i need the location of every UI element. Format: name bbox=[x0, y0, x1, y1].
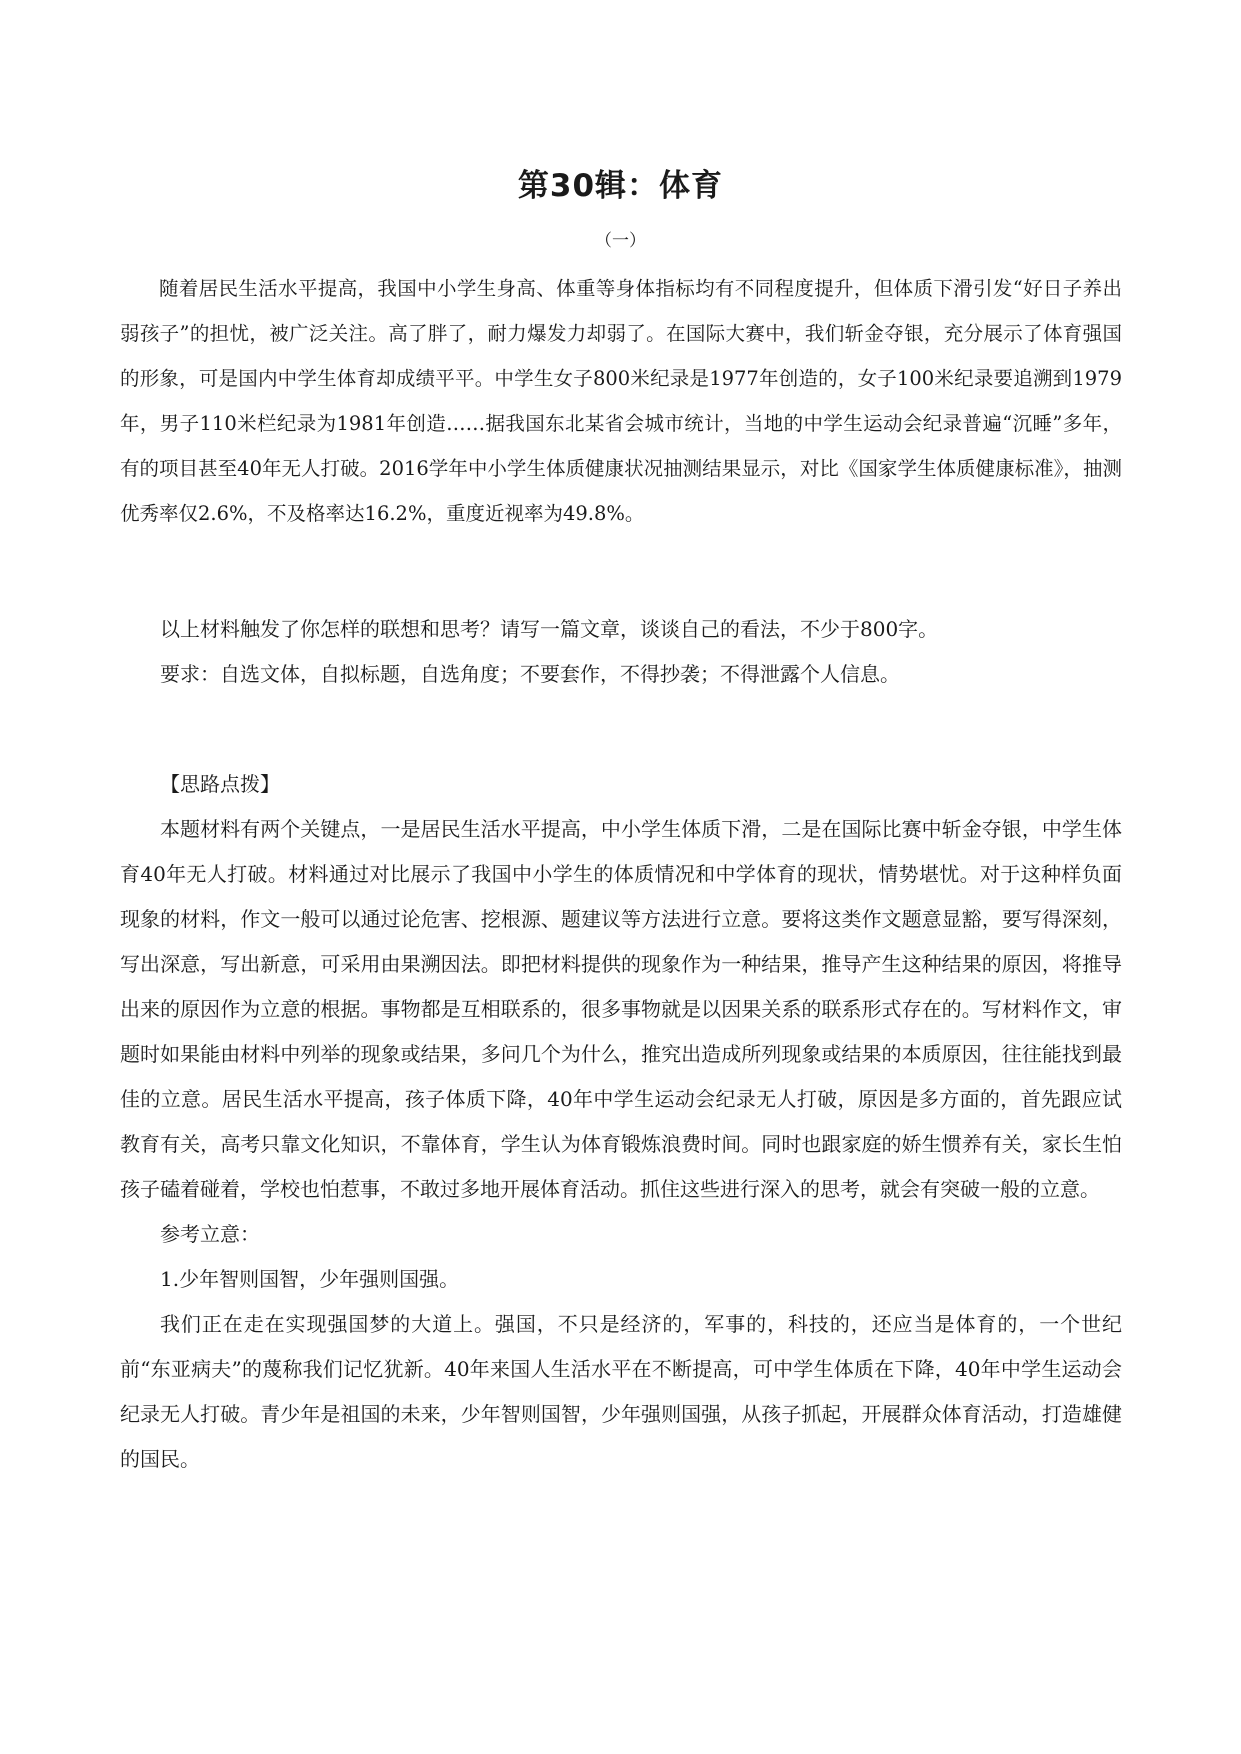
writing-prompt bbox=[120, 607, 1122, 697]
reference-item: 1.少年智则国智，少年强则国强。 bbox=[160, 1267, 460, 1291]
hint-section bbox=[120, 762, 1122, 1482]
material-text bbox=[120, 266, 1122, 536]
hint-heading: 【思路点拨】 bbox=[160, 772, 280, 796]
question-text: 以上材料触发了你怎样的联想和思考？请写一篇文章，谈谈自己的看法，不少于800字。 bbox=[160, 617, 939, 641]
requirements-text: 要求：自选文体，自拟标题，自选角度；不要套作，不得抄袭；不得泄露个人信息。 bbox=[160, 662, 900, 686]
material-paragraph: 随着居民生活水平提高，我国中小学生身高、体重等身体指标均有不同程度提升，但体质下滑引发“好日子养出弱孩子”的担忧，被广泛关注。高了胖了，耐力爆发力却弱了。在国际大赛中，我们斩金夺银，充分展示了体育强国的形象，可是国内中学生体育却成绩平平。中学生女子800米纪录是1977年创造的，女子100米纪录要追溯到1979年，男子110米栏纪录为1981年创造……据我国东北某省会城市统计，当地的中学生运动会纪录普遍“沉睡”多年，有的项目甚至40年无人打破。2016学年中小学生体质健康状况抽测结果显示，对比《国家学生体质健康标准》，抽测优秀率仅2.6%，不及格率达16.2%，重度近视率为49.8%。 bbox=[120, 277, 1122, 525]
page-title: 第30辑：体育 bbox=[517, 168, 724, 204]
hint-paragraph: 本题材料有两个关键点，一是居民生活水平提高，中小学生体质下滑，二是在国际比赛中斩金夺银，中学生体育40年无人打破。材料通过对比展示了我国中小学生的体质情况和中学体育的现状，情势堪忧。对于这种样负面现象的材料，作文一般可以通过论危害、挖根源、题建议等方法进行立意。要将这类作文题意显豁，要写得深刻，写出深意，写出新意，可采用由果溯因法。即把材料提供的现象作为一种结果，推导产生这种结果的原因，将推导出来的原因作为立意的根据。事物都是互相联系的，很多事物就是以因果关系的联系形式存在的。写材料作文，审题时如果能由材料中列举的现象或结果，多问几个为什么，推究出造成所列现象或结果的本质原因，往往能找到最佳的立意。居民生活水平提高，孩子体质下降，40年中学生运动会纪录无人打破，原因是多方面的，首先跟应试教育有关，高考只靠文化知识，不靠体育，学生认为体育锻炼浪费时间。同时也跟家庭的娇生惯养有关，家长生怕孩子磕着碰着，学校也怕惹事，不敢过多地开展体育活动。抓住这些进行深入的思考，就会有突破一般的立意。 bbox=[120, 817, 1122, 1201]
section-number: （一） bbox=[595, 231, 646, 251]
reference-paragraph: 我们正在走在实现强国梦的大道上。强国，不只是经济的，军事的，科技的，还应当是体育的，一个世纪前“东亚病夫”的蔑称我们记忆犹新。40年来国人生活水平在不断提高，可中学生体质在下降，40年中学生运动会纪录无人打破。青少年是祖国的未来，少年智则国智，少年强则国强，从孩子抓起，开展群众体育活动，打造雄健的国民。 bbox=[120, 1312, 1122, 1471]
reference-heading: 参考立意： bbox=[160, 1222, 260, 1246]
